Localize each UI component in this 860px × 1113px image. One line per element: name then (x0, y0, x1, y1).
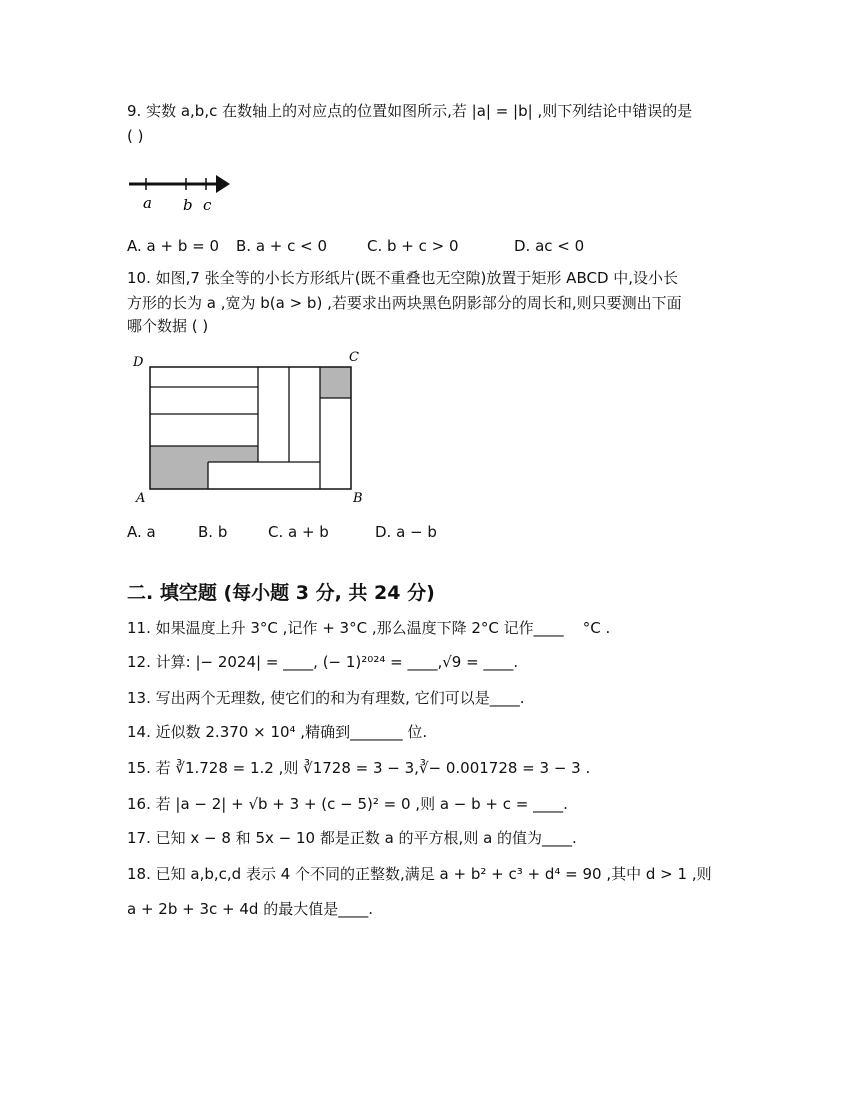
q9-text-line1: 9. 实数 a,b,c 在数轴上的对应点的位置如图所示,若 |a| = |b| ,则下列结论中错误的是 (127, 102, 693, 120)
corner-label-b: B (353, 491, 363, 506)
q14-text: 14. 近似数 2.370 × 10⁴ ,精确到_______ 位. (127, 723, 428, 741)
number-line-figure (126, 168, 236, 216)
q10-text-line2: 方形的长为 a ,宽为 b(a > b) ,若要求出两块黑色阴影部分的周长和,则只要测出下面 (127, 294, 682, 312)
q10-option-b: B. b (198, 523, 228, 541)
q18-text-line1: 18. 已知 a,b,c,d 表示 4 个不同的正整数,满足 a + b² + c³ + d⁴ = 90 ,其中 d > 1 ,则 (127, 865, 712, 883)
q12-text: 12. 计算: |− 2024| = ____, (− 1)²⁰²⁴ = ____,√9 = ____. (127, 653, 519, 671)
q10-text-line3: 哪个数据 ( ) (127, 317, 209, 335)
q9-option-d: D. ac < 0 (514, 237, 585, 255)
q9-option-c: C. b + c > 0 (367, 237, 459, 255)
axis-label-c: c (203, 196, 212, 214)
q10-text-line1: 10. 如图,7 张全等的小长方形纸片(既不重叠也无空隙)放置于矩形 ABCD 中,设小长 (127, 269, 679, 287)
q16-text: 16. 若 |a − 2| + √b + 3 + (c − 5)² = 0 ,则 a − b + c = ____. (127, 795, 568, 813)
q9-text-line2: ( ) (127, 127, 144, 145)
q11-text: 11. 如果温度上升 3°C ,记作 + 3°C ,那么温度下降 2°C 记作____ °C . (127, 619, 611, 637)
q10-option-a: A. a (127, 523, 156, 541)
q17-text: 17. 已知 x − 8 和 5x − 10 都是正数 a 的平方根,则 a 的值为____. (127, 829, 577, 847)
section-title: 二. 填空题 (每小题 3 分, 共 24 分) (127, 582, 435, 604)
rectangle-figure (126, 346, 376, 508)
q15-text: 15. 若 ∛1.728 = 1.2 ,则 ∛1728 = 3 − 3,∛− 0.001728 = 3 − 3 . (127, 759, 591, 777)
q10-option-d: D. a − b (375, 523, 437, 541)
corner-label-a: A (136, 491, 146, 506)
q10-option-c: C. a + b (268, 523, 329, 541)
axis-label-a: a (143, 194, 152, 212)
q9-option-b: B. a + c < 0 (236, 237, 328, 255)
q18-text-line2: a + 2b + 3c + 4d 的最大值是____. (127, 900, 373, 918)
q13-text: 13. 写出两个无理数, 使它们的和为有理数, 它们可以是____. (127, 689, 525, 707)
corner-label-c: C (349, 350, 359, 365)
axis-label-b: b (183, 196, 193, 214)
q9-option-a: A. a + b = 0 (127, 237, 219, 255)
corner-label-d: D (133, 355, 144, 370)
